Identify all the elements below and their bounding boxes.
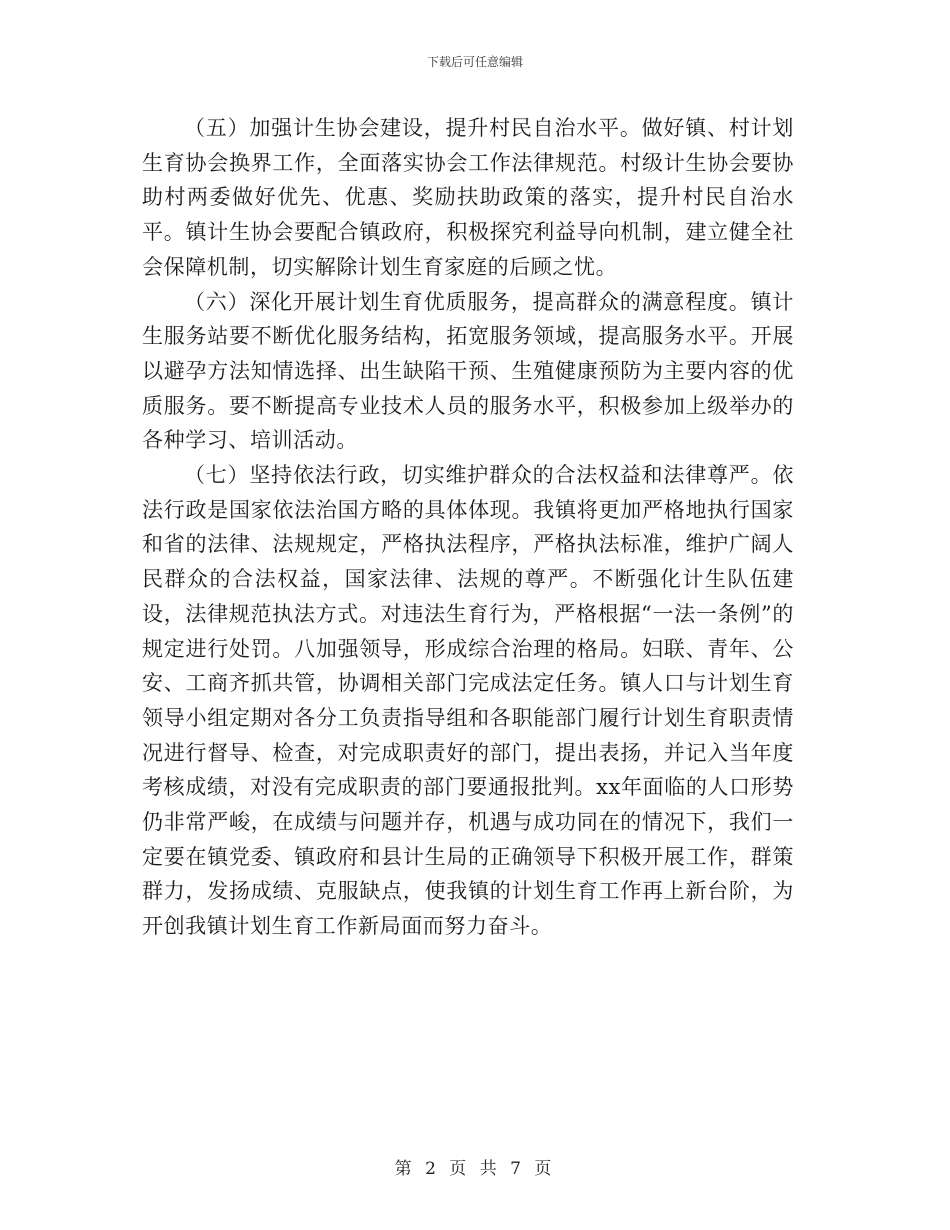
header-note: 下载后可任意编辑 [426, 55, 523, 69]
page-number: 第 2 页 共 7 页 [394, 1159, 556, 1179]
paragraph-five: （五）加强计生协会建设，提升村民自治水平。做好镇、村计划生育协会换界工作，全面落实协会工作法律规范。村级计生协会要协助村两委做好优先、优惠、奖励扶助政策的落实，提升村民自治水平。镇计生协会要配合镇政府，积极探究利益导向机制，建立健全社会保障机制，切实解除计划生育家庭的后顾之忧。 [142, 116, 794, 279]
paragraph-six: （六）深化开展计划生育优质服务，提高群众的满意程度。镇计生服务站要不断优化服务结构，拓宽服务领域，提高服务水平。开展以避孕方法知情选择、出生缺陷干预、生殖健康预防为主要内容的优质服务。要不断提高专业技术人员的服务水平，积极参加上级举办的各种学习、培训活动。 [142, 289, 794, 453]
document-body [142, 111, 794, 944]
paragraph-seven: （七）坚持依法行政，切实维护群众的合法权益和法律尊严。依法行政是国家依法治国方略的具体体现。我镇将更加严格地执行国家和省的法律、法规规定，严格执法程序，严格执法标准，维护广阔人民群众的合法权益，国家法律、法规的尊严。不断强化计生队伍建设，法律规范执法方式。对违法生育行为，严格根据“一法一条例”的规定进行处罚。八加强领导，形成综合治理的格局。妇联、青年、公安、工商齐抓共管，协调相关部门完成法定任务。镇人口与计划生育领导小组定期对各分工负责指导组和各职能部门履行计划生育职责情况进行督导、检查，对完成职责好的部门，提出表扬，并记入当年度考核成绩，对没有完成职责的部门要通报批判。xx年面临的人口形势仍非常严峻，在成绩与问题并存，机遇与成功同在的情况下，我们一定要在镇党委、镇政府和县计生局的正确领导下积极开展工作，群策群力，发扬成绩、克服缺点，使我镇的计划生育工作再上新台阶，为开创我镇计划生育工作新局面而努力奋斗。 [142, 463, 794, 939]
